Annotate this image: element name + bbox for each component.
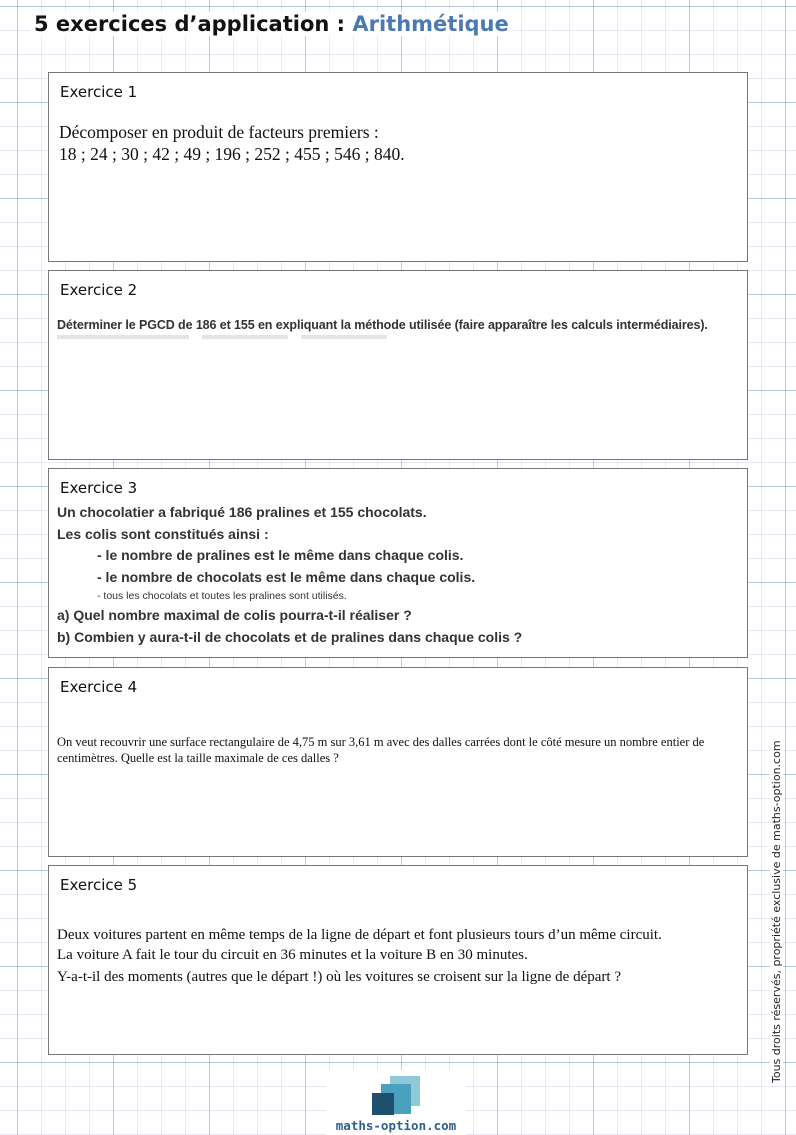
title-prefix: 5 exercices d’application : <box>34 12 353 36</box>
exercise-3-label: Exercice 3 <box>60 479 138 497</box>
page-title <box>30 12 513 36</box>
exercise-5-label: Exercice 5 <box>60 876 138 894</box>
exercise-2-line-1: Déterminer le PGCD de 186 et 155 en expliquant la méthode utilisée (faire apparaître les calculs intermédiaires). <box>57 318 708 332</box>
exercise-2-box <box>48 270 748 460</box>
exercise-5-line-2: La voiture A fait le tour du circuit en 36 minutes et la voiture B en 30 minutes. <box>57 946 528 963</box>
exercise-3-box <box>48 468 748 658</box>
copyright-side-note: Tous droits réservés, propriété exclusive de maths-option.com <box>770 740 783 1083</box>
exercise-3-statement <box>57 502 522 648</box>
exercise-5-statement <box>57 926 747 988</box>
exercise-5-box <box>48 865 748 1055</box>
exercise-5-line-3: Y-a-t-il des moments (autres que le départ !) où les voitures se croisent sur la ligne de départ ? <box>57 969 621 985</box>
logo-text: maths-option.com <box>335 1118 457 1133</box>
exercise-3-line-2: Les colis sont constitués ainsi : <box>57 525 269 542</box>
exercise-3-question-b: b) Combien y aura-t-il de chocolats et de pralines dans chaque colis ? <box>57 628 523 645</box>
exercise-1-label: Exercice 1 <box>60 83 138 101</box>
exercise-3-line-4: - le nombre de chocolats est le même dans chaque colis. <box>97 568 476 585</box>
exercise-2-label: Exercice 2 <box>60 281 138 299</box>
exercise-1-line-1: Décomposer en produit de facteurs premiers : <box>59 122 379 142</box>
exercise-3-line-3: - le nombre de pralines est le même dans chaque colis. <box>97 547 464 563</box>
exercise-2-cropped-line <box>57 335 387 339</box>
exercise-3-line-5: - tous les chocolats et toutes les pralines sont utilisés. <box>97 590 347 602</box>
exercise-3-line-1: Un chocolatier a fabriqué 186 pralines et 155 chocolats. <box>57 504 427 520</box>
exercise-1-line-2: 18 ; 24 ; 30 ; 42 ; 49 ; 196 ; 252 ; 455 ; 546 ; 840. <box>59 144 405 164</box>
stacked-squares-logo-icon <box>372 1076 422 1120</box>
title-subject: Arithmétique <box>352 12 509 36</box>
exercise-4-box <box>48 667 748 857</box>
exercise-1-box <box>48 72 748 262</box>
exercise-4-statement: On veut recouvrir une surface rectangulaire de 4,75 m sur 3,61 m avec des dalles carrées dont le côté mesure un nombre entier de centimètres. Quelle est la taille maximale de ces dalles ? <box>57 735 705 765</box>
exercise-1-statement <box>59 121 405 165</box>
exercise-5-line-1: Deux voitures partent en même temps de la ligne de départ et font plusieurs tours d’un même circuit. <box>57 927 662 943</box>
site-logo[interactable] <box>326 1070 466 1135</box>
exercise-3-question-a: a) Quel nombre maximal de colis pourra-t-il réaliser ? <box>57 607 412 623</box>
exercise-4-label: Exercice 4 <box>60 678 138 696</box>
